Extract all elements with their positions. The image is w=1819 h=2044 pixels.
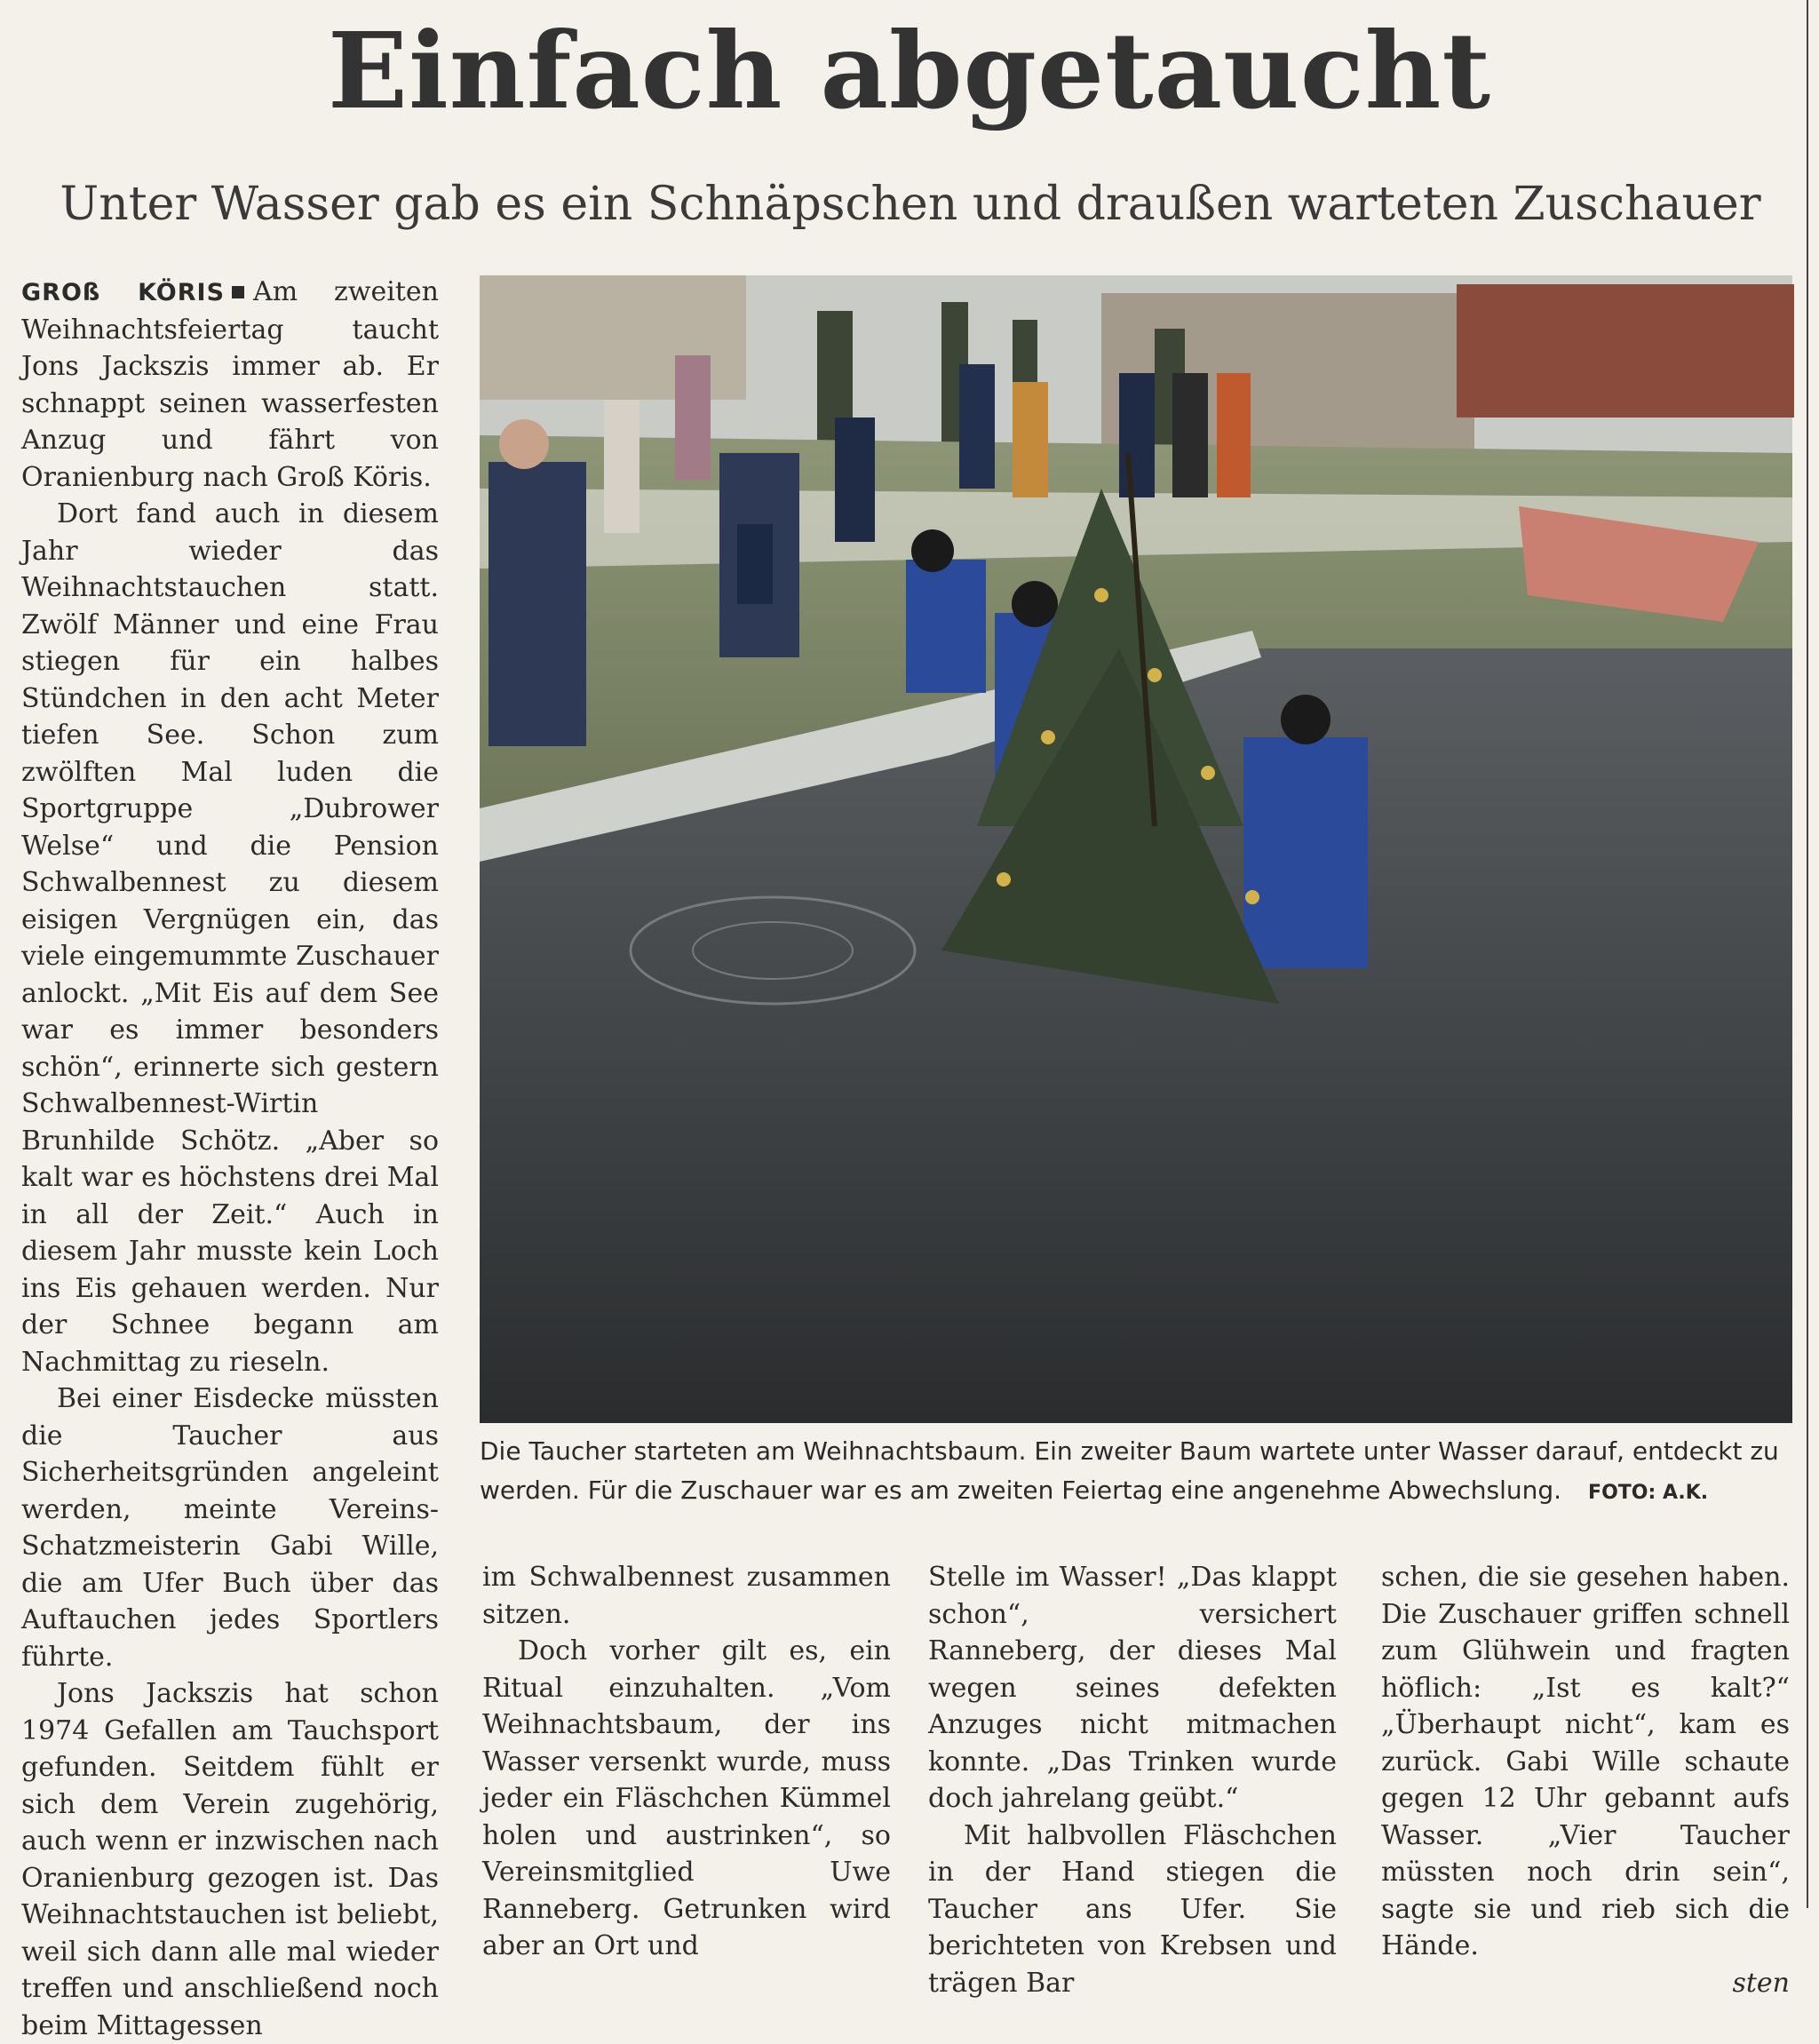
article-photo xyxy=(480,275,1792,1423)
paragraph-6: Doch vorher gilt es, ein Ritual einzuhalten. „Vom Weihnachtsbaum, der ins Wasser versenkt wurde, muss jeder ein Fläschchen Kümmel holen und austrinken“, so Vereinsmitglied Uwe Ranneberg. Getrunken wird aber an Ort und xyxy=(482,1635,891,1961)
subheadline: Unter Wasser gab es ein Schnäpschen und draußen warteten Zuschauer xyxy=(60,178,1761,231)
paragraph-2: Dort fand auch in diesem Jahr wieder das Weihnachtstauchen statt. Zwölf Männer und eine Frau stiegen für ein halbes Stündchen in den acht Meter tiefen See. Schon zum zwölften Mal luden die Sportgruppe „Dubrower Welse“ und die Pension Schwalbennest zu diesem eisigen Vergnügen ein, das viele eingemummte Zuschauer anlockt. „Mit Eis auf dem See war es immer besonders schön“, erinnerte sich gestern Schwalbennest-Wirtin Brunhilde Schötz. „Aber so kalt war es höchstens drei Mal in all der Zeit.“ Auch in diesem Jahr musste kein Loch ins Eis gehauen werden. Nur der Schnee begann am Nachmittag zu rieseln. xyxy=(21,498,439,1378)
article-column-2 xyxy=(482,1559,891,1961)
photo-credit: FOTO: A.K. xyxy=(1588,1482,1709,1504)
paragraph-1: GROß KÖRIS Am zweiten Weihnachtsfeiertag taucht Jons Jackszis immer ab. Er schnappt seinen wasserfesten Anzug und fährt von Oranienburg nach Groß Köris. xyxy=(21,276,439,493)
divers-photo-illustration xyxy=(480,275,1792,1423)
right-border-rule xyxy=(1807,0,1808,1908)
paragraph-3: Bei einer Eisdecke müssten die Taucher aus Sicherheitsgründen angeleint werden, meinte Vereins- Schatzmeisterin Gabi Wille, die am Ufer Buch über das Auftauchen jedes Sportlers führte. xyxy=(21,1383,439,1673)
paragraph-7: Stelle im Wasser! „Das klappt schon“, versichert Ranneberg, der dieses Mal wegen seines defekten Anzuges nicht mitmachen konnte. „Das Trinken wurde doch jahrelang geübt.“ xyxy=(928,1562,1337,1814)
article-column-3 xyxy=(928,1559,1337,1999)
dateline: GROß KÖRIS xyxy=(21,279,226,306)
paragraph-4: Jons Jackszis hat schon 1974 Gefallen am Tauchsport gefunden. Seitdem fühlt er sich dem Verein zugehörig, auch wenn er inzwischen nach Oranienburg gezogen ist. Das Weihnachtstauchen ist beliebt, weil sich dann alle mal wieder treffen und anschließend noch beim Mittagessen xyxy=(21,1678,439,2041)
caption-text: Die Taucher starteten am Weihnachtsbaum. Ein zweiter Baum wartete unter Wasser darauf, entdeckt zu werden. Für die Zuschauer war es am zweiten Feiertag eine angenehme Abwechslung. xyxy=(480,1436,1779,1505)
author-line xyxy=(1381,1965,1790,2002)
headline: Einfach abgetaucht xyxy=(328,9,1491,132)
paragraph-5: im Schwalbennest zusammen sitzen. xyxy=(482,1562,891,1630)
paragraph-9: schen, die sie gesehen haben. Die Zuschauer griffen schnell zum Glühwein und fragten höflich: „Ist es kalt?“ „Überhaupt nicht“, kam es zurück. Gabi Wille schaute gegen 12 Uhr gebannt aufs Wasser. „Vier Taucher müssten noch drin sein“, sagte sie und rieb sich die Hände. xyxy=(1381,1562,1790,1961)
dateline-bullet-icon xyxy=(232,286,244,298)
paragraph-8: Mit halbvollen Fläschchen in der Hand stiegen die Taucher ans Ufer. Sie berichteten von Krebsen und trägen Bar xyxy=(928,1819,1337,1999)
article-column-1 xyxy=(21,274,439,2041)
photo-caption xyxy=(480,1432,1792,1513)
article-column-4 xyxy=(1381,1559,1790,1999)
author-initials: sten xyxy=(1732,1967,1790,1999)
